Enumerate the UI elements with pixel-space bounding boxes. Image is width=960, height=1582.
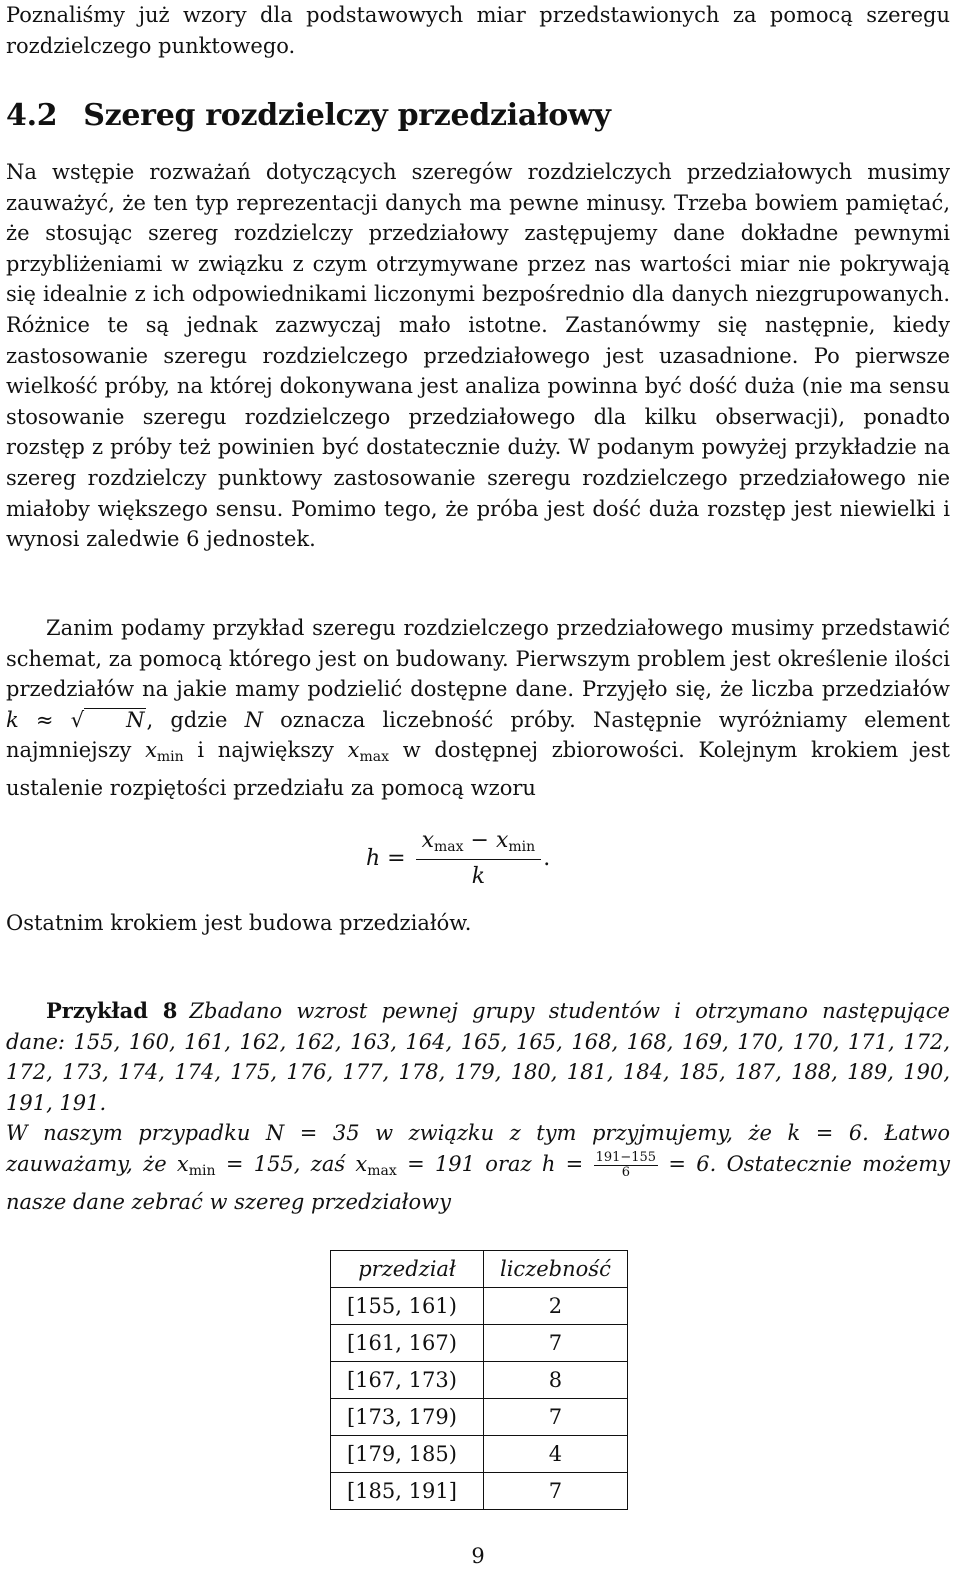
sqrt-n: N xyxy=(84,708,146,731)
last-sentence: Ostatnim krokiem jest budowa przedziałów. xyxy=(6,911,472,935)
paragraph-scheme: Zanim podamy przykład szeregu rozdzielczego przedziałowego musimy przedstawić schemat, za pomocą którego jest on budowany. Pierwszym problem jest określenie ilości przedziałów na jakie mamy podzielić dostępne dane. Przyjęło się, że liczba przedziałów k ≈ √ N, gdzie N oznacza liczebność próby. Następnie wyróżniamy element najmniejszy $x_{min}$ i największy $x_{max}$ w dostępnej zbiorowości. Kolejnym krokiem jest ustalenie rozpiętości przedziału za pomocą wzoru xyxy=(6,616,950,800)
table-row: [179, 185) 4 xyxy=(331,1436,628,1473)
table-row: [185, 191] 7 xyxy=(331,1473,628,1510)
section-heading xyxy=(6,98,611,133)
formula-fraction xyxy=(416,828,542,889)
formula-lhs: h = xyxy=(366,846,406,871)
table-row: [155, 161) 2 xyxy=(331,1288,628,1325)
frequency-table xyxy=(330,1250,628,1510)
example-computation-paragraph: W naszym przypadku N = 35 w związku z tym przyjmujemy, że k = 6. Łatwo zauważamy, że $x_{min} = 155$, zaś $x_{max} = 191$ oraz h = $\frac{191-155}{6}$ = 6. Ostatecznie możemy nasze dane zebrać w szereg przedziałowy xyxy=(6,1121,950,1214)
table-header-frequency: liczebność xyxy=(484,1251,628,1288)
small-fraction: $\frac{191-155}{6}$ xyxy=(595,1149,657,1180)
section-number: 4.2 xyxy=(6,98,58,133)
example-label: Przykład 8 xyxy=(46,998,178,1023)
section-title: Szereg rozdzielczy przedziałowy xyxy=(83,98,611,133)
paragraph-considerations: Na wstępie rozważań dotyczących szeregów rozdzielczych przedziałowych musimy zauważyć, że ten typ reprezentacji danych ma pewne minusy. Trzeba bowiem pamiętać, że stosując szereg rozdzielczy przedziałowy zastępujemy dane dokładne pewnymi przybliżeniami w związku z czym otrzymywane przez nas wartości miar nie pokrywają się idealnie z ich odpowiednikami liczonymi bezpośrednio dla danych niezgrupowanych. Różnice te są jednak zazwyczaj mało istotne. Zastanówmy się następnie, kiedy zastosowanie szeregu rozdzielczego przedziałowego jest uzasadnione. Po pierwsze wielkość próby, na której dokonywana jest analiza powinna być dość duża (nie ma sensu stosowanie szeregu rozdzielczego przedziałowego dla kilku obserwacji), ponadto rozstęp z próby też powinien być dostatecznie duży. W podanym powyżej przykładzie na szereg rozdzielczy punktowy zastosowanie szeregu rozdzielczego przedziałowego nie miałoby większego sensu. Pomimo tego, że próba jest dość duża rozstęp jest niewielki i wynosi zaledwie 6 jednostek. xyxy=(6,160,950,552)
example-data-paragraph: Przykład 8 Zbadano wzrost pewnej grupy studentów i otrzymano następujące dane: 155, 160, 161, 162, 162, 163, 164, 165, 165, 168, 168, 169, 170, 170, 171, 172, 172, 173, 174, 174, 175, 176, 177, 178, 179, 180, 181, 184, 185, 187, 188, 189, 190, 191, 191. xyxy=(6,998,950,1115)
formula-denominator: k xyxy=(471,864,486,889)
table-header-interval: przedział xyxy=(331,1251,484,1288)
intro-paragraph: Poznaliśmy już wzory dla podstawowych miar przedstawionych za pomocą szeregu rozdzielczego punktowego. xyxy=(6,3,950,58)
table-row: [173, 179) 7 xyxy=(331,1399,628,1436)
example-8 xyxy=(6,996,950,1217)
formula-numerator: $x_{max} - x_{min}$ xyxy=(416,828,542,860)
page-number: 9 xyxy=(471,1544,485,1568)
table-header-row xyxy=(331,1251,628,1288)
table-row: [167, 173) 8 xyxy=(331,1362,628,1399)
interval-width-formula: h = $\frac{x_{max} - x_{min}}{k}$ . xyxy=(366,828,551,889)
table-row: [161, 167) 7 xyxy=(331,1325,628,1362)
